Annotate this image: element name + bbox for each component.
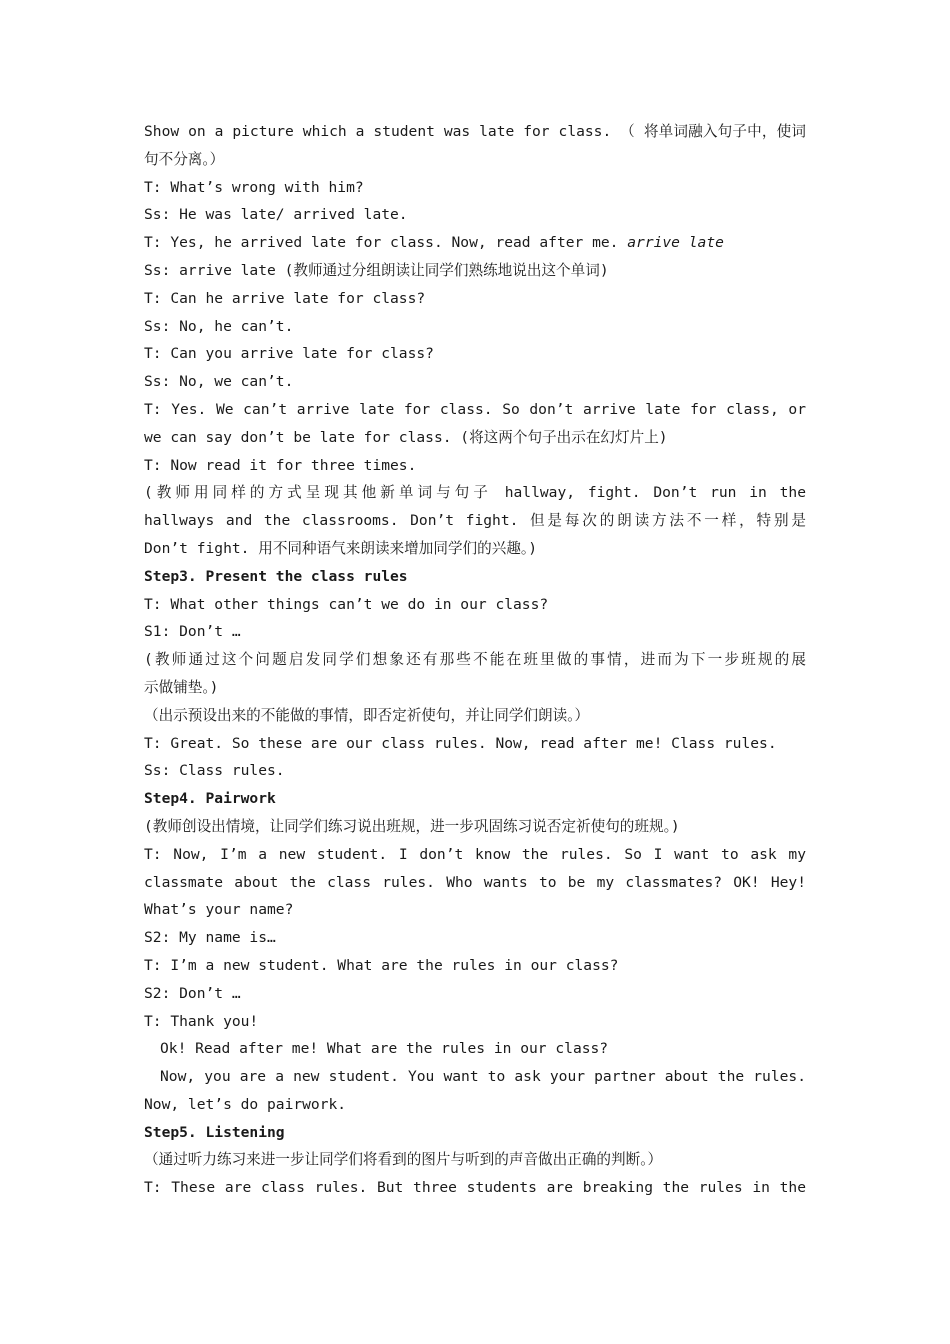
text-line: [144, 285, 806, 313]
document-page: [144, 118, 806, 1202]
italic-phrase: arrive late: [627, 234, 724, 252]
text-line: [144, 146, 806, 174]
text-line: [144, 368, 806, 396]
text-line: [144, 201, 806, 229]
line-text: T: Now, I’m a new student. I don’t know the rules. So I want to ask my: [144, 845, 806, 863]
text-line: [144, 646, 806, 674]
line-text: S1: Don’t …: [144, 623, 241, 641]
line-text: 句不分离。）: [144, 150, 225, 168]
text-line: [144, 591, 806, 619]
text-line: [144, 174, 806, 202]
line-text: (教师通过这个问题启发同学们想象还有那些不能在班里做的事情，进而为下一步班规的展: [144, 651, 806, 669]
text-line: [144, 813, 806, 841]
line-text: T: These are class rules. But three students are breaking the rules in the: [144, 1179, 806, 1197]
text-line: [144, 952, 806, 980]
text-line: [144, 396, 806, 424]
line-text: Ss: Class rules.: [144, 762, 285, 780]
section-heading: [144, 785, 806, 813]
text-line: [144, 980, 806, 1008]
text-line: [144, 1063, 806, 1091]
line-text: Ss: No, we can’t.: [144, 373, 294, 391]
line-text: S2: Don’t …: [144, 984, 241, 1002]
line-text: 示做铺垫。): [144, 678, 219, 696]
line-text: (教师创设出情境，让同学们练习说出班规，进一步巩固练习说否定祈使句的班规。): [144, 817, 680, 835]
text-line: [144, 1008, 806, 1036]
line-text: Ss: No, he can’t.: [144, 317, 294, 335]
text-line: [144, 618, 806, 646]
section-heading: [144, 563, 806, 591]
line-text: Step4. Pairwork: [144, 790, 276, 808]
line-text: (教师用同样的方式呈现其他新单词与句子 hallway, fight. Don’t run in the: [144, 484, 806, 502]
line-text: T: Yes, he arrived late for class. Now, read after me.: [144, 234, 628, 252]
line-text: S2: My name is…: [144, 929, 276, 947]
text-line: [144, 507, 806, 535]
section-heading: [144, 1119, 806, 1147]
line-text: T: What other things can’t we do in our class?: [144, 595, 549, 613]
text-line: [144, 229, 806, 257]
text-line: [144, 118, 806, 146]
line-text: Ss: He was late/ arrived late.: [144, 206, 408, 224]
text-line: [144, 424, 806, 452]
line-text: T: Now read it for three times.: [144, 456, 417, 474]
line-text: （通过听力练习来进一步让同学们将看到的图片与听到的声音做出正确的判断。）: [144, 1151, 663, 1169]
text-line: [144, 730, 806, 758]
line-text: Now, you are a new student. You want to ask your partner about the rules.: [160, 1068, 806, 1086]
line-text: T: Great. So these are our class rules. Now, read after me! Class rules.: [144, 734, 777, 752]
text-line: [144, 702, 806, 730]
text-line: [144, 896, 806, 924]
text-line: [144, 841, 806, 869]
line-text: T: I’m a new student. What are the rules in our class?: [144, 956, 619, 974]
line-text: Step5. Listening: [144, 1123, 285, 1141]
line-text: Don’t fight. 用不同种语气来朗读来增加同学们的兴趣。): [144, 539, 537, 557]
line-text: T: What’s wrong with him?: [144, 178, 364, 196]
line-text: Now, let’s do pairwork.: [144, 1095, 347, 1113]
text-line: [144, 674, 806, 702]
line-text: T: Yes. We can’t arrive late for class. So don’t arrive late for class, or: [144, 400, 806, 418]
text-line: [144, 869, 806, 897]
line-text: T: Can you arrive late for class?: [144, 345, 434, 363]
text-line: [144, 257, 806, 285]
line-text: Ok! Read after me! What are the rules in our class?: [160, 1040, 609, 1058]
line-text: Show on a picture which a student was late for class. （ 将单词融入句子中，使词: [144, 123, 806, 140]
text-line: [144, 479, 806, 507]
line-text: T: Can he arrive late for class?: [144, 289, 426, 307]
line-text: Ss: arrive late (教师通过分组朗读让同学们熟练地说出这个单词): [144, 261, 609, 279]
text-line: [144, 1146, 806, 1174]
text-line: [144, 924, 806, 952]
text-line: [144, 535, 806, 563]
line-text: （出示预设出来的不能做的事情，即否定祈使句，并让同学们朗读。）: [144, 706, 590, 724]
line-text: T: Thank you!: [144, 1012, 259, 1030]
line-text: Step3. Present the class rules: [144, 567, 408, 585]
text-line: [144, 340, 806, 368]
text-line: [144, 757, 806, 785]
text-line: [144, 313, 806, 341]
text-line: [144, 452, 806, 480]
line-text: What’s your name?: [144, 901, 294, 919]
line-text: we can say don’t be late for class. (将这两个句子出示在幻灯片上): [144, 428, 668, 446]
line-text: classmate about the class rules. Who wants to be my classmates? OK! Hey!: [144, 873, 806, 891]
text-line: [144, 1174, 806, 1202]
text-line: [144, 1035, 806, 1063]
line-text: hallways and the classrooms. Don’t fight. 但是每次的朗读方法不一样，特别是: [144, 512, 806, 530]
text-line: [144, 1091, 806, 1119]
